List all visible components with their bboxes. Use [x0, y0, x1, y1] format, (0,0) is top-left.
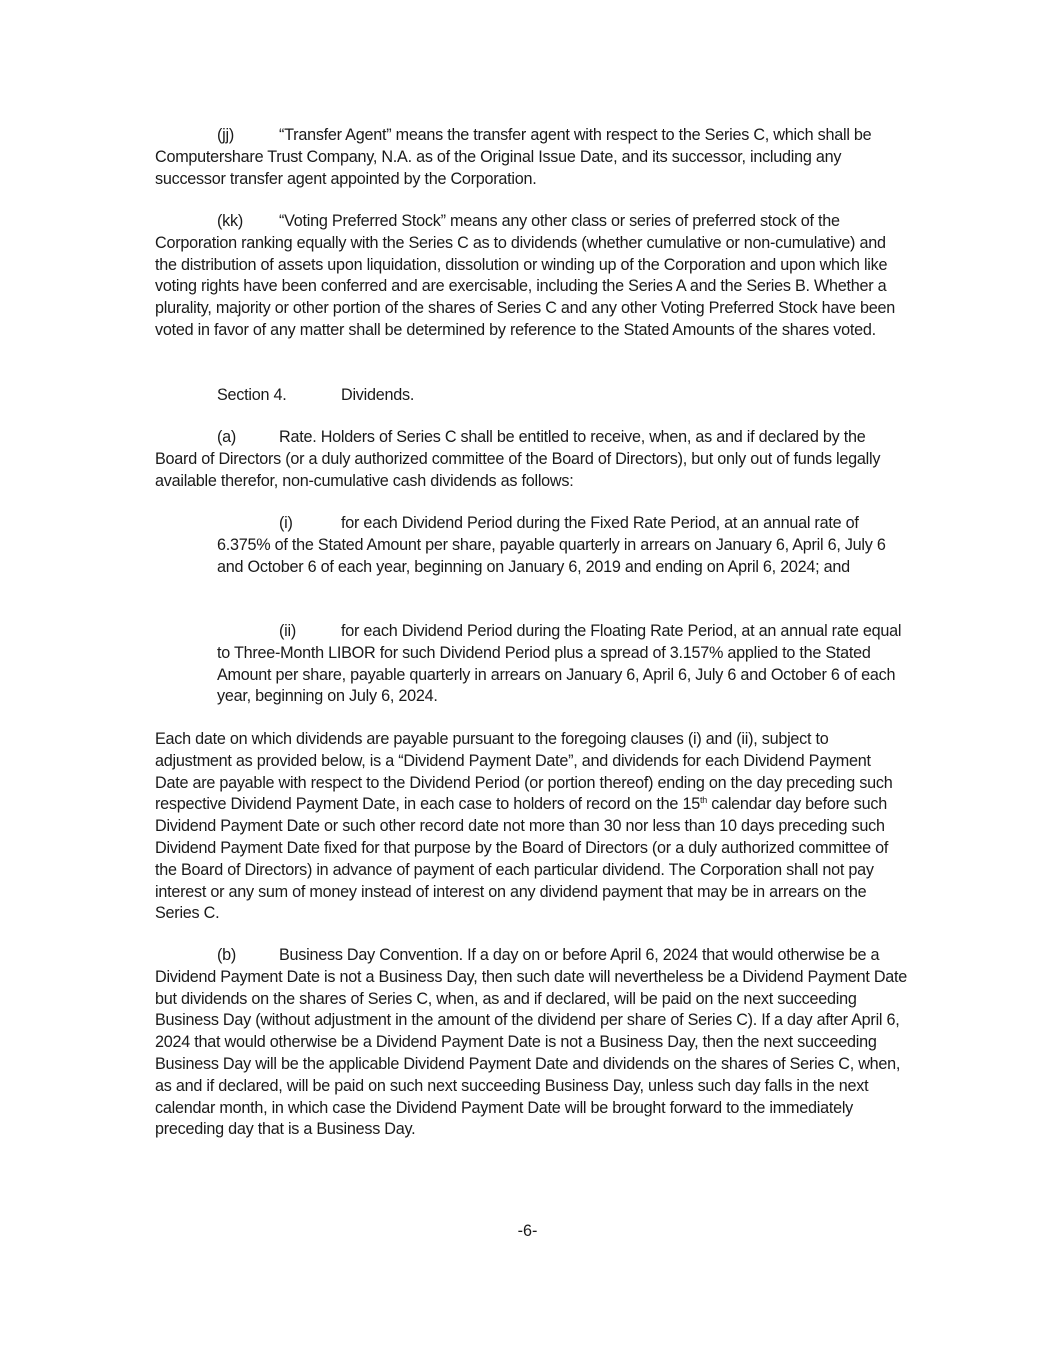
clause-text: for each Dividend Period during the Floating Rate Period, at an annual rate equal to Three-Month LIBOR for such Dividend Period plus a spread of 3.157% applied to the Stated Amount per share, payable quarterly in arrears on January 6, April 6, July 6 and October 6 of each year, beginning on July 6, 2024.	[217, 622, 902, 706]
clause-heading: Rate.	[279, 428, 317, 446]
clause-number: (ii)	[279, 622, 296, 640]
dividend-payment-paragraph	[155, 729, 907, 925]
clause-number: (jj)	[217, 126, 234, 144]
clause-text: Holders of Series C shall be entitled to receive, when, as and if declared by the Board of Directors (or a duly authorized committee of the Board of Directors), but only out of funds legally available therefor, non-cumulative cash dividends as follows:	[155, 428, 881, 490]
clause-number: (kk)	[217, 212, 243, 230]
section-number: Section 4.	[217, 386, 287, 404]
clause-heading: Business Day Convention.	[279, 946, 463, 964]
clause-number: (i)	[279, 514, 293, 532]
clause-number: (a)	[217, 428, 237, 446]
record-day: 15	[682, 795, 700, 814]
paragraph-a	[155, 427, 907, 492]
paragraph-text-continued: calendar day before such Dividend Payment Date or such other record date not more than 30 nor less than 10 days preceding such Dividend Payment Date fixed for that purpose by the Board of Directors (or a duly authorized committee of the Board of Directors) in advance of payment of each particular dividend. The Corporation shall not pay interest or any sum of money instead of interest on any dividend payment that may be in arrears on the Series C.	[155, 795, 889, 923]
subclause-i	[217, 513, 911, 578]
definition-text: means any other class or series of preferred stock of the Corporation ranking equally with the Series C as to dividends (whether cumulative or non-cumulative) and the distribution of assets upon liquidation, dissolution or winding up of the Corporation and upon which like voting rights have been conferred and are exercisable, including the Series A and the Series B. Whether a plurality, majority or other portion of the shares of Series C and any other Voting Preferred Stock have been voted in favor of any matter shall be determined by reference to the Stated Amounts of the shares voted.	[155, 212, 895, 339]
definition-text: means the transfer agent with respect to the Series C, which shall be Computershare Trust Company, N.A. as of the Original Issue Date, and its successor, including any successor transfer agent appointed by the Corporation.	[155, 126, 872, 188]
page-number: -6-	[517, 1222, 538, 1240]
ordinal-suffix: th	[699, 795, 707, 806]
paragraph-text: Each date on which dividends are payable pursuant to the foregoing clauses (i) and (ii), subject to adjustment as provided below, is a “Dividend Payment Date”, and dividends for each Dividend Payment Date are payable with respect to the Dividend Period (or portion thereof) ending on the day preceding such respective Dividend Payment Date, in each case to holders of record on the	[155, 730, 893, 814]
definition-jj	[155, 125, 907, 190]
definition-kk	[155, 211, 907, 342]
defined-term: “Voting Preferred Stock”	[279, 212, 446, 230]
paragraph-b	[155, 945, 907, 1141]
section-title: Dividends.	[341, 386, 415, 404]
clause-number: (b)	[217, 946, 237, 964]
subclause-ii	[217, 621, 911, 708]
clause-text: for each Dividend Period during the Fixed Rate Period, at an annual rate of 6.375% of the Stated Amount per share, payable quarterly in arrears on January 6, April 6, July 6 and October 6 of each year, beginning on January 6, 2019 and ending on April 6, 2024; and	[217, 514, 886, 576]
clause-text: If a day on or before April 6, 2024 that would otherwise be a Dividend Payment Date is not a Business Day, then such date will nevertheless be a Dividend Payment Date but dividends on the shares of Series C, when, as and if declared, will be paid on the next succeeding Business Day (without adjustment in the amount of the dividend per share of Series C). If a day after April 6, 2024 that would otherwise be a Dividend Payment Date is not a Business Day, then the next succeeding Business Day will be the applicable Dividend Payment Date and dividends on the shares of Series C, when, as and if declared, will be paid on such next succeeding Business Day, unless such day falls in the next calendar month, in which case the Dividend Payment Date will be brought forward to the immediately preceding day that is a Business Day.	[155, 946, 908, 1139]
section-heading	[155, 385, 907, 407]
defined-term: “Transfer Agent”	[279, 126, 392, 144]
